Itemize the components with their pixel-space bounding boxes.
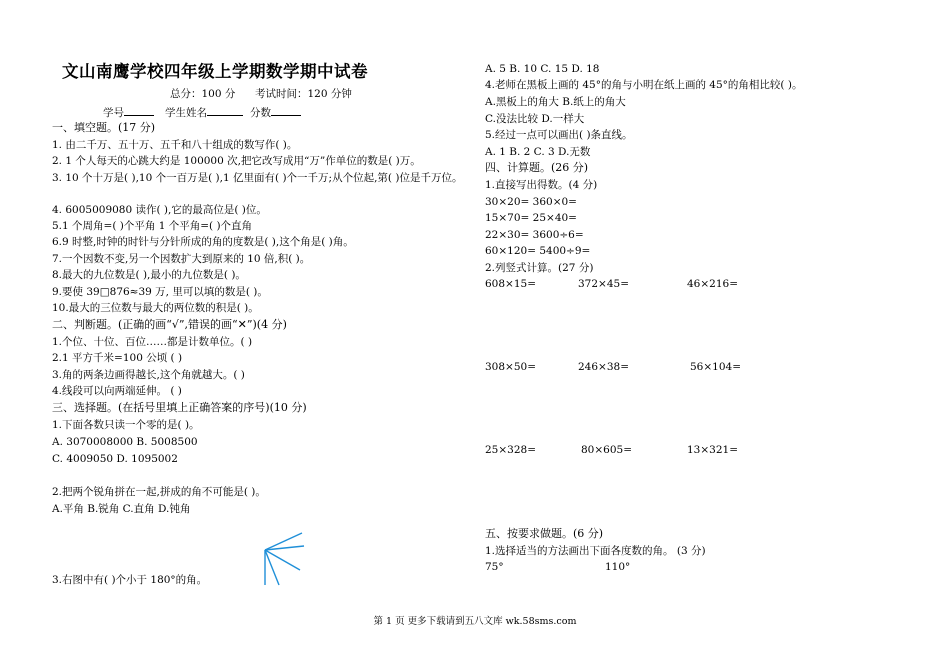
question-line: 2. 1 个人每天的心跳大约是 100000 次,把它改写成用“万”作单位的数是( )万。 bbox=[52, 155, 421, 167]
option-line: A. 3070008000 B. 5008500 bbox=[52, 436, 198, 448]
calc-problem: 46×216= bbox=[687, 278, 738, 290]
student-id-label: 学号 bbox=[103, 104, 154, 120]
angle-110-label: 110° bbox=[605, 561, 631, 573]
question-line: 1. 由二千万、五十万、五千和八十组成的数写作( )。 bbox=[52, 139, 298, 151]
question-line: 6.9 时整,时钟的时针与分针所成的角的度数是( ),这个角是( )角。 bbox=[52, 236, 354, 248]
section-heading: 三、选择题。(在括号里填上正确答案的序号)(10 分) bbox=[52, 401, 307, 414]
question-line: 3.右图中有( )个小于 180°的角。 bbox=[52, 574, 208, 586]
question-line: 1.下面各数只读一个零的是( )。 bbox=[52, 419, 200, 431]
angle-75-label: 75° bbox=[485, 561, 504, 573]
question-line: 1.直接写出得数。(4 分) bbox=[485, 179, 598, 191]
option-line: A. 1 B. 2 C. 3 D.无数 bbox=[485, 146, 591, 158]
calc-problem: 13×321= bbox=[687, 444, 738, 456]
question-line: 9.要使 39□876≈39 万, 里可以填的数是( )。 bbox=[52, 286, 268, 298]
points-label: 分数 bbox=[250, 104, 301, 120]
question-line: 10.最大的三位数与最大的两位数的积是( )。 bbox=[52, 302, 259, 314]
calc-problem: 56×104= bbox=[690, 361, 741, 373]
question-line: 3. 10 个十万是( ),10 个一百万是( ),1 亿里面有( )个一千万;从个位起,第( )位是千万位。 bbox=[52, 172, 463, 184]
ray-line bbox=[265, 550, 279, 585]
total-score: 总分：100 分 bbox=[170, 88, 236, 100]
page-footer: 第 1 页 更多下载请到五八文库 wk.58sms.com bbox=[373, 616, 577, 627]
option-line: A.黑板上的角大 B.纸上的角大 bbox=[485, 96, 626, 108]
calc-line: 22×30= 3600÷6= bbox=[485, 229, 584, 241]
option-line: C.没法比较 D.一样大 bbox=[485, 113, 585, 125]
ray-line bbox=[265, 550, 300, 570]
option-line: A.平角 B.锐角 C.直角 D.钝角 bbox=[52, 503, 191, 515]
student-name-label: 学生姓名 bbox=[165, 104, 243, 120]
angle-rays-figure bbox=[262, 530, 307, 588]
calc-line: 30×20= 360×0= bbox=[485, 196, 577, 208]
question-line: 1.选择适当的方法画出下面各度数的角。 (3 分) bbox=[485, 545, 706, 557]
section-heading: 五、按要求做题。(6 分) bbox=[485, 527, 604, 540]
calc-problem: 372×45= bbox=[578, 278, 629, 290]
calc-problem: 80×605= bbox=[581, 444, 632, 456]
ray-group bbox=[265, 533, 304, 585]
question-line: 5.经过一点可以画出( )条直线。 bbox=[485, 129, 633, 141]
section-heading: 四、计算题。(26 分) bbox=[485, 161, 589, 174]
option-line: C. 4009050 D. 1095002 bbox=[52, 453, 178, 465]
question-line: 1.个位、十位、百位……都是计数单位。( ) bbox=[52, 336, 253, 348]
question-line: 4.老师在黑板上画的 45°的角与小明在纸上画的 45°的角相比较( )。 bbox=[485, 79, 803, 91]
question-line: 2.1 平方千米=100 公顷 ( ) bbox=[52, 352, 183, 364]
section-heading: 二、判断题。(正确的画“√”,错误的画“✕”)(4 分) bbox=[52, 318, 287, 331]
question-line: 2.把两个锐角拼在一起,拼成的角不可能是( )。 bbox=[52, 486, 266, 498]
section-heading: 一、填空题。(17 分) bbox=[52, 121, 156, 134]
question-line: 4. 6005009080 读作( ),它的最高位是( )位。 bbox=[52, 204, 267, 216]
question-line: 4.线段可以向两端延伸。 ( ) bbox=[52, 385, 182, 397]
question-line: 2.列竖式计算。(27 分) bbox=[485, 262, 594, 274]
exam-time: 考试时间：120 分钟 bbox=[255, 88, 352, 100]
calc-line: 15×70= 25×40= bbox=[485, 212, 577, 224]
calc-problem: 308×50= bbox=[485, 361, 536, 373]
question-line: 8.最大的九位数是( ),最小的九位数是( )。 bbox=[52, 269, 246, 281]
question-line: 5.1 个周角=( )个平角 1 个平角=( )个直角 bbox=[52, 220, 253, 232]
calc-problem: 608×15= bbox=[485, 278, 536, 290]
question-line: 3.角的两条边画得越长,这个角就越大。( ) bbox=[52, 369, 245, 381]
page-title: 文山南鹰学校四年级上学期数学期中试卷 bbox=[62, 62, 368, 81]
calc-problem: 246×38= bbox=[578, 361, 629, 373]
calc-line: 60×120= 5400÷9= bbox=[485, 245, 591, 257]
option-line: A. 5 B. 10 C. 15 D. 18 bbox=[485, 63, 600, 75]
calc-problem: 25×328= bbox=[485, 444, 536, 456]
question-line: 7.一个因数不变,另一个因数扩大到原来的 10 倍,积( )。 bbox=[52, 253, 311, 265]
